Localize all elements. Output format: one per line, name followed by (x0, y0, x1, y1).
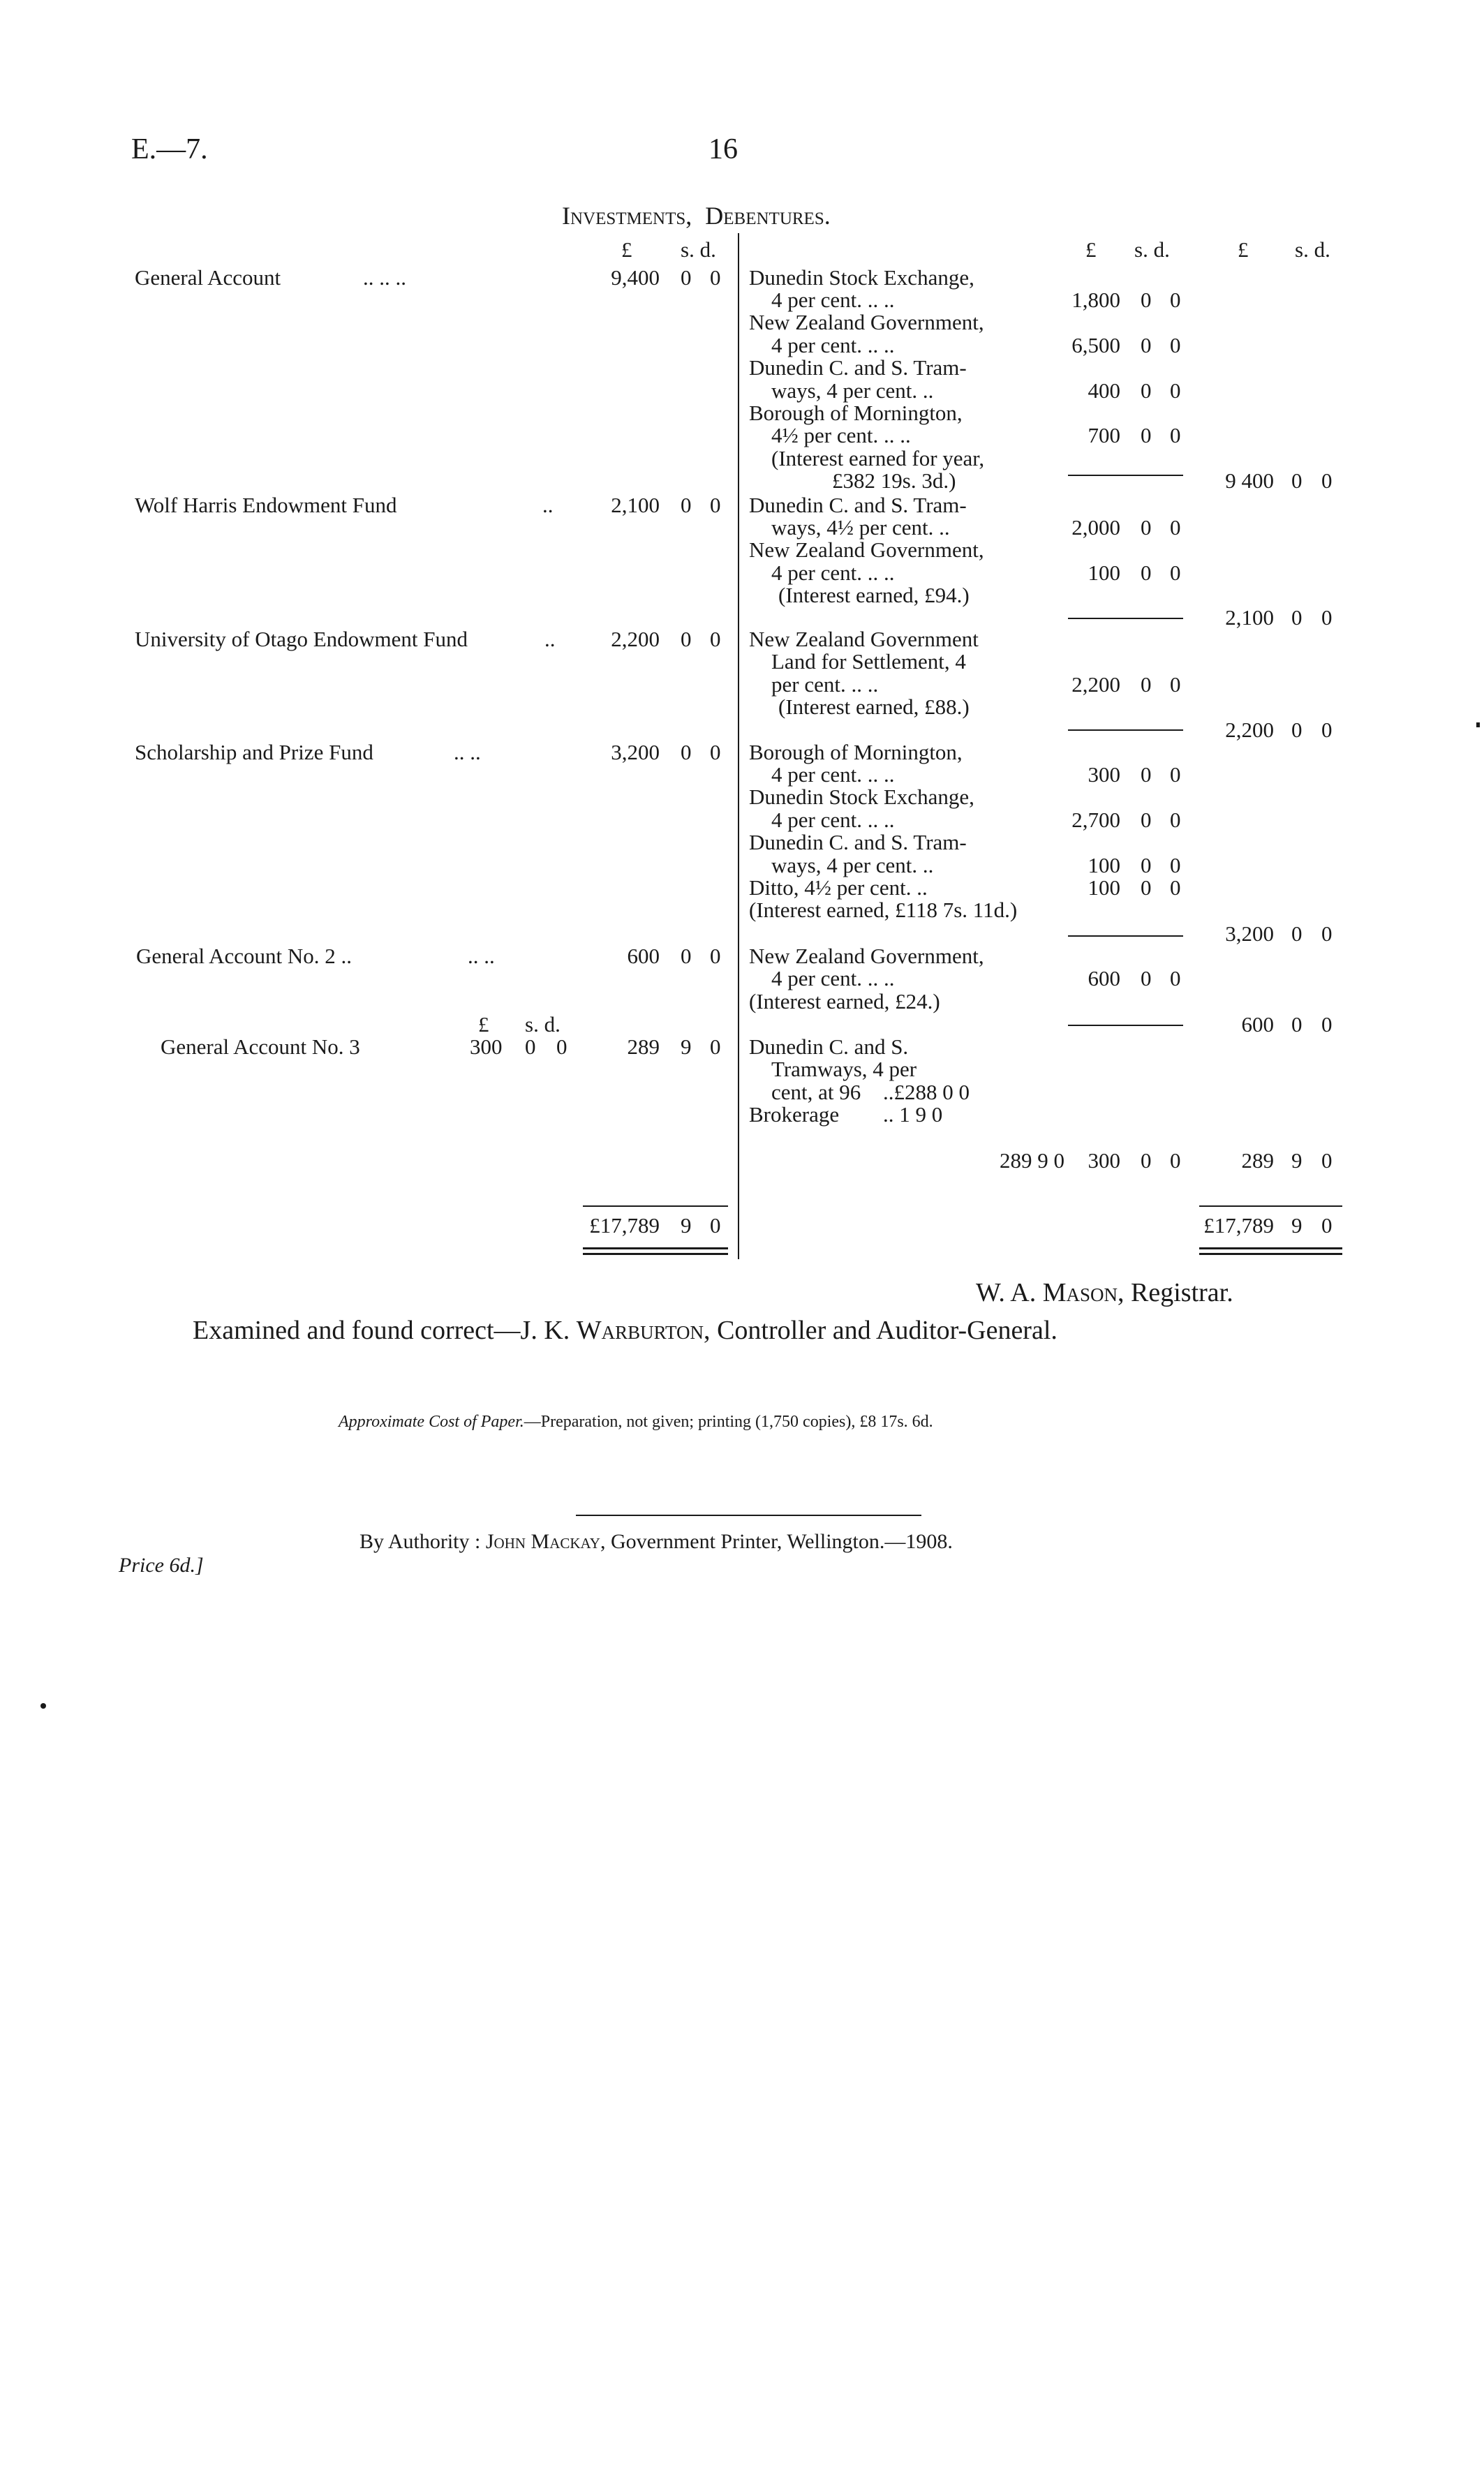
c3-shillings: 0 (1141, 853, 1152, 877)
authority-prefix: By Authority : (359, 1530, 481, 1553)
amount-shillings: 0 (681, 944, 692, 968)
deb-line-amount: ..£288 0 0 (883, 1080, 970, 1104)
c3-pounds: 700 (1088, 423, 1120, 447)
c4-pence: 0 (1321, 605, 1333, 630)
c3-pounds: 100 (1088, 560, 1120, 585)
c4-shillings: 0 (1291, 605, 1303, 630)
c3-shillings: 0 (1141, 1148, 1152, 1173)
section-title (562, 201, 831, 230)
c3-pence: 0 (1170, 875, 1181, 900)
c4-pounds: 600 (1241, 1012, 1274, 1037)
print-speck (1476, 722, 1480, 727)
c3-pounds: 300 (1088, 762, 1120, 787)
deb-line: (Interest earned, £24.) (749, 989, 940, 1013)
price-note: Price 6d.] (119, 1554, 204, 1577)
c4-shillings: 0 (1291, 468, 1303, 493)
sub-head-sd: s. d. (525, 1012, 561, 1037)
sub-head-pound: £ (478, 1012, 489, 1037)
account-label: Wolf Harris Endowment Fund (135, 493, 397, 517)
c3-pence: 0 (1170, 966, 1181, 990)
amount-pence: 0 (710, 1034, 721, 1059)
c3-shillings: 0 (1141, 808, 1152, 832)
print-speck (40, 1703, 46, 1709)
c3-pounds: 6,500 (1071, 333, 1120, 357)
amount-shillings: 0 (681, 493, 692, 517)
signatory-name: W. A. Mason, (976, 1278, 1125, 1307)
c3-shillings: 0 (1141, 378, 1152, 403)
c4-shillings: 9 (1291, 1213, 1303, 1238)
c4-pounds: 2,100 (1225, 605, 1274, 630)
amount-pence: 0 (710, 944, 721, 968)
c4-shillings: 0 (1291, 718, 1303, 742)
c3-rule (1068, 935, 1183, 937)
deb-line: (Interest earned, £94.) (778, 583, 970, 607)
deb-line: Brokerage (749, 1102, 840, 1127)
deb-line-amount: .. 1 9 0 (883, 1102, 943, 1127)
right-total-rule-bottom-1 (1199, 1247, 1342, 1249)
cost-label: Approximate Cost of Paper. (339, 1413, 524, 1431)
c3-rule (1068, 729, 1183, 731)
deb-line: 4 per cent. .. .. (771, 288, 895, 312)
c3-pence: 0 (1170, 515, 1181, 540)
c4-shillings: 0 (1291, 921, 1303, 946)
deb-line: Dunedin Stock Exchange, (749, 265, 974, 290)
amount-pence: 0 (710, 627, 721, 651)
c4-pence: 0 (1321, 921, 1333, 946)
deb-line: (Interest earned, £118 7s. 11d.) (749, 898, 1018, 922)
account-label: General Account No. 3 (161, 1034, 360, 1059)
amount-pounds: 3,200 (611, 740, 660, 764)
col-head-pound-mid: £ (1085, 237, 1097, 262)
c3-shillings: 0 (1141, 333, 1152, 357)
leader-dots: .. (544, 627, 556, 651)
deb-line: Dunedin C. and S. Tram- (749, 830, 967, 854)
c3-pence: 0 (1170, 560, 1181, 585)
deb-line: New Zealand Government, (749, 310, 984, 334)
amount-pence: 0 (710, 493, 721, 517)
col-head-sd-right: s. d. (1295, 237, 1330, 262)
left-total-shillings: 9 (681, 1213, 692, 1238)
account-label: University of Otago Endowment Fund (135, 627, 468, 651)
deb-line: ways, 4 per cent. .. (771, 378, 934, 403)
c3-shillings: 0 (1141, 762, 1152, 787)
account-label: General Account (135, 265, 281, 290)
amount-pounds: 2,100 (611, 493, 660, 517)
c3-pence: 0 (1170, 808, 1181, 832)
deb-line: (Interest earned for year, (771, 446, 985, 470)
c3-pounds: 2,000 (1071, 515, 1120, 540)
deb-line: Land for Settlement, 4 (771, 649, 966, 674)
deb-line: New Zealand Government, (749, 944, 984, 968)
deb-line: New Zealand Government, (749, 537, 984, 562)
deb-line: 4 per cent. .. .. (771, 560, 895, 585)
c4-pence: 0 (1321, 718, 1333, 742)
cost-of-paper (339, 1413, 933, 1432)
leader-dots: .. .. (468, 944, 495, 968)
c4-pounds: £17,789 (1203, 1213, 1274, 1238)
c3-pounds: 100 (1088, 875, 1120, 900)
deb-line: Ditto, 4½ per cent. .. (749, 875, 928, 900)
c3-pence: 0 (1170, 762, 1181, 787)
c3-pence: 0 (1170, 333, 1181, 357)
deb-line: Borough of Mornington, (749, 401, 963, 425)
amount-pounds: 9,400 (611, 265, 660, 290)
col-head-pound-right: £ (1238, 237, 1249, 262)
amount-pence: 0 (710, 265, 721, 290)
deb-line: 4 per cent. .. .. (771, 808, 895, 832)
deb-subtotal: 289 9 0 (1000, 1148, 1064, 1173)
deb-line: ways, 4½ per cent. .. (771, 515, 950, 540)
amount-pounds: 289 (627, 1034, 660, 1059)
deb-line: 4 per cent. .. .. (771, 966, 895, 990)
c4-pounds: 289 (1241, 1148, 1274, 1173)
c4-pounds: 2,200 (1225, 718, 1274, 742)
c3-rule (1068, 475, 1183, 476)
c3-shillings: 0 (1141, 515, 1152, 540)
c3-pounds: 1,800 (1071, 288, 1120, 312)
deb-line: New Zealand Government (749, 627, 979, 651)
deb-line: Borough of Mornington, (749, 740, 963, 764)
c3-shillings: 0 (1141, 966, 1152, 990)
c3-pounds: 100 (1088, 853, 1120, 877)
col-head-pound-left: £ (621, 237, 632, 262)
c4-pence: 0 (1321, 468, 1333, 493)
sub-amount-pounds: 300 (470, 1034, 503, 1059)
c4-pounds: 9 400 (1225, 468, 1274, 493)
sub-amount-shillings: 0 (525, 1034, 536, 1059)
deb-line: Dunedin C. and S. Tram- (749, 355, 967, 380)
auditor-name: Warburton, (576, 1316, 711, 1345)
amount-shillings: 0 (681, 740, 692, 764)
left-total-rule-bottom-1 (583, 1247, 728, 1249)
amount-shillings: 0 (681, 265, 692, 290)
right-total-rule-top (1199, 1205, 1342, 1207)
c3-pounds: 600 (1088, 966, 1120, 990)
authority-rule (576, 1515, 921, 1516)
c3-pounds: 300 (1088, 1148, 1120, 1173)
c3-pence: 0 (1170, 1148, 1181, 1173)
c3-rule (1068, 1025, 1183, 1026)
c4-shillings: 9 (1291, 1148, 1303, 1173)
c3-pounds: 2,200 (1071, 672, 1120, 697)
deb-line: cent, at 96 (771, 1080, 861, 1104)
col-head-sd-mid: s. d. (1134, 237, 1170, 262)
deb-line: Dunedin C. and S. (749, 1034, 909, 1059)
c3-pounds: 400 (1088, 378, 1120, 403)
amount-shillings: 9 (681, 1034, 692, 1059)
deb-line: 4 per cent. .. .. (771, 762, 895, 787)
deb-line: per cent. .. .. (771, 672, 879, 697)
c3-rule (1068, 618, 1183, 619)
deb-line: ways, 4 per cent. .. (771, 853, 934, 877)
deb-line: Dunedin Stock Exchange, (749, 785, 974, 809)
leader-dots: .. .. (454, 740, 481, 764)
report-reference: E.—7. (131, 133, 208, 165)
c3-shillings: 0 (1141, 423, 1152, 447)
title-debentures: Debentures. (705, 202, 831, 230)
deb-line: £382 19s. 3d.) (832, 468, 956, 493)
right-total-rule-bottom-2 (1199, 1253, 1342, 1255)
title-investments: Investments, (562, 202, 692, 230)
c4-pence: 0 (1321, 1213, 1333, 1238)
c3-pence: 0 (1170, 853, 1181, 877)
c3-shillings: 0 (1141, 560, 1152, 585)
c3-shillings: 0 (1141, 875, 1152, 900)
registrar-signature (976, 1277, 1233, 1308)
c4-shillings: 0 (1291, 1012, 1303, 1037)
printer-title: Government Printer, Wellington.—1908. (610, 1530, 953, 1553)
amount-pounds: 600 (627, 944, 660, 968)
c4-pounds: 3,200 (1225, 921, 1274, 946)
left-total-pounds: £17,789 (589, 1213, 660, 1238)
left-total-rule-bottom-2 (583, 1253, 728, 1255)
left-total-rule-top (583, 1205, 728, 1207)
c3-pence: 0 (1170, 378, 1181, 403)
col-head-sd-left: s. d. (681, 237, 716, 262)
printer-name: John Mackay, (485, 1530, 606, 1553)
account-label: Scholarship and Prize Fund (135, 740, 373, 764)
examined-prefix: Examined and found correct—J. K. (193, 1316, 570, 1345)
c3-pence: 0 (1170, 672, 1181, 697)
amount-pence: 0 (710, 740, 721, 764)
sub-amount-pence: 0 (556, 1034, 567, 1059)
cost-text: —Preparation, not given; printing (1,750 copies), £8 17s. 6d. (524, 1413, 933, 1431)
examined-line (193, 1315, 1058, 1346)
left-total-pence: 0 (710, 1213, 721, 1238)
auditor-title: Controller and Auditor-General. (717, 1316, 1058, 1345)
c3-shillings: 0 (1141, 672, 1152, 697)
deb-line: Tramways, 4 per (771, 1057, 917, 1081)
leader-dots: .. (542, 493, 554, 517)
deb-line: 4½ per cent. .. .. (771, 423, 911, 447)
deb-line: (Interest earned, £88.) (778, 695, 970, 719)
leader-dots: .. .. .. (363, 265, 406, 290)
c4-pence: 0 (1321, 1148, 1333, 1173)
authority-line (359, 1530, 953, 1554)
c4-pence: 0 (1321, 1012, 1333, 1037)
amount-pounds: 2,200 (611, 627, 660, 651)
page-number: 16 (708, 133, 738, 165)
amount-shillings: 0 (681, 627, 692, 651)
signatory-role: Registrar. (1131, 1278, 1233, 1307)
deb-line: 4 per cent. .. .. (771, 333, 895, 357)
account-label: General Account No. 2 .. (136, 944, 353, 968)
c3-pounds: 2,700 (1071, 808, 1120, 832)
c3-pence: 0 (1170, 423, 1181, 447)
c3-pence: 0 (1170, 288, 1181, 312)
column-divider (738, 233, 739, 1259)
c3-shillings: 0 (1141, 288, 1152, 312)
deb-line: Dunedin C. and S. Tram- (749, 493, 967, 517)
